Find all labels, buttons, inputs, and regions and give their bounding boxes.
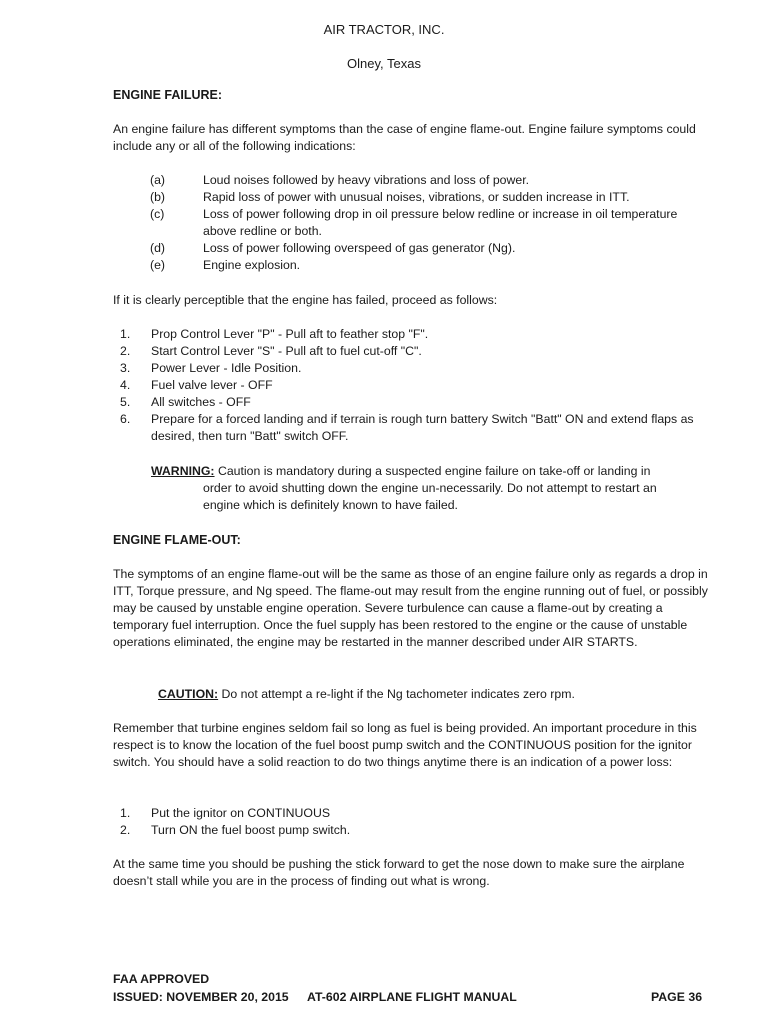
list-marker: 1.	[120, 806, 131, 820]
list-text: All switches - OFF	[151, 395, 251, 409]
list-text: Prepare for a forced landing and if terrain is rough turn battery Switch "Batt" ON and extend flaps as desired, then turn "Batt" switch OFF.	[151, 412, 694, 443]
list-marker: 2.	[120, 344, 131, 358]
list-marker: 5.	[120, 395, 131, 409]
list-text: Put the ignitor on CONTINUOUS	[151, 806, 331, 820]
proceed-text: If it is clearly perceptible that the engine has failed, proceed as follows:	[113, 293, 498, 307]
company-name: AIR TRACTOR, INC.	[323, 22, 445, 37]
engine-failure-intro: An engine failure has different symptoms than the case of engine flame-out. Engine failure symptoms could include any or all of the following indications:	[113, 122, 696, 153]
list-marker: 1.	[120, 327, 131, 341]
caution-text: Do not attempt a re-light if the Ng tachometer indicates zero rpm.	[218, 687, 575, 701]
list-marker: (e)	[150, 258, 166, 272]
list-text: Loud noises followed by heavy vibrations and loss of power.	[203, 173, 530, 187]
list-marker: 2.	[120, 823, 131, 837]
list-text: Fuel valve lever - OFF	[151, 378, 273, 392]
engine-flameout-heading: ENGINE FLAME-OUT:	[113, 533, 241, 547]
closing-text: At the same time you should be pushing the stick forward to get the nose down to make sure the airplane doesn’t stall while you are in the process of finding out what is wrong.	[113, 857, 685, 888]
list-marker: 3.	[120, 361, 131, 375]
list-marker: (d)	[150, 241, 166, 255]
engine-failure-heading: ENGINE FAILURE:	[113, 88, 223, 102]
issue-date: ISSUED: NOVEMBER 20, 2015	[113, 990, 289, 1004]
warning-label: WARNING:	[151, 464, 215, 478]
list-text: Prop Control Lever "P" - Pull aft to feather stop "F".	[151, 327, 429, 341]
list-text: Engine explosion.	[203, 258, 301, 272]
list-marker: (c)	[150, 207, 165, 221]
manual-title: AT-602 AIRPLANE FLIGHT MANUAL	[307, 990, 517, 1004]
warning-note	[151, 463, 681, 514]
list-text: Loss of power following drop in oil pressure below redline or increase in oil temperature above redline or both.	[203, 207, 678, 238]
caution-note	[158, 686, 698, 703]
list-text: Start Control Lever "S" - Pull aft to fuel cut-off "C".	[151, 344, 422, 358]
caution-label: CAUTION:	[158, 687, 219, 701]
list-marker: 4.	[120, 378, 131, 392]
company-location: Olney, Texas	[347, 56, 421, 71]
list-text: Turn ON the fuel boost pump switch.	[151, 823, 351, 837]
list-text: Loss of power following overspeed of gas generator (Ng).	[203, 241, 516, 255]
page-number: PAGE 36	[651, 990, 703, 1004]
list-marker: (b)	[150, 190, 166, 204]
list-marker: 6.	[120, 412, 131, 426]
list-text: Rapid loss of power with unusual noises, vibrations, or sudden increase in ITT.	[203, 190, 630, 204]
list-text: Power Lever - Idle Position.	[151, 361, 302, 375]
flameout-body: The symptoms of an engine flame-out will be the same as those of an engine failure only as regards a drop in ITT, Torque pressure, and Ng speed. The flame-out may result from the engine running out of fuel, or possibly may be caused by unstable engine operation. Severe turbulence can cause a flame-out by creating a temporary fuel interruption. Once the fuel supply has been restored to the engine or the cause of unstable operations eliminated, the engine may be restarted in the manner described under AIR STARTS.	[113, 567, 708, 649]
list-marker: (a)	[150, 173, 166, 187]
faa-approval: FAA APPROVED	[113, 972, 210, 986]
remember-text: Remember that turbine engines seldom fail so long as fuel is being provided. An important procedure in this respect is to know the location of the fuel boost pump switch and the CONTINUOUS position for the ignitor switch. You should have a solid reaction to do two things anytime there is an indication of a power loss:	[113, 721, 697, 769]
warning-text: Caution is mandatory during a suspected engine failure on take-off or landing in order to avoid shutting down the engine un-necessarily. Do not attempt to restart an engine which is definitely known to have failed.	[203, 464, 657, 512]
